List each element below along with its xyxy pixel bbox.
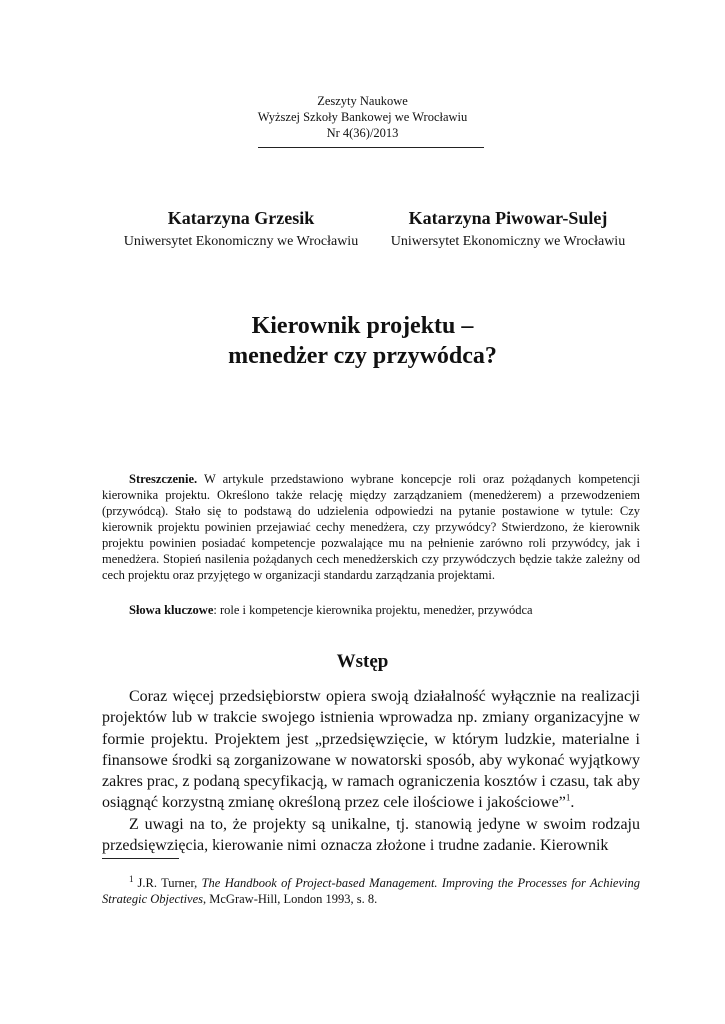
keywords-text: : role i kompetencje kierownika projektu, menedżer, przywódca [213, 603, 533, 617]
paragraph-1 [102, 686, 640, 814]
footnote-divider [102, 858, 179, 859]
author-1-affiliation: Uniwersytet Ekonomiczny we Wrocławiu [123, 234, 359, 249]
author-2 [375, 207, 641, 252]
paragraph-1-text: Coraz więcej przedsiębiorstw opiera swoją działalność wyłącznie na realizacji projektów lub w trakcie swojego istnienia wprowadza np. zmiany organizacyjne w formie projektu. Projektem jest „przedsięwzięcie, w którym ludzkie, materialne i finansowe środki są zorganizowane w nowatorski sposób, aby wykonać wyjątkowy zakres prac, z podaną specyfikacją, w ramach ograniczenia kosztów i czasu, tak aby osiągnąć korzystną zmianę określoną przez cele ilościowe i jakościowe” [102, 688, 640, 812]
abstract-label: Streszczenie. [129, 472, 198, 486]
footnote [102, 875, 640, 907]
footnote-publication: , McGraw-Hill, London 1993, s. 8. [203, 892, 378, 906]
title-line-1: Kierownik projektu – [251, 313, 474, 339]
journal-header [0, 93, 725, 141]
abstract [102, 471, 640, 583]
footnote-reference[interactable]: 1 [565, 793, 571, 804]
title-line-2: menedżer czy przywódca? [228, 343, 497, 369]
footnote-mark: 1 [129, 873, 134, 884]
article-title [0, 311, 725, 371]
paragraph-1-end: . [570, 794, 575, 812]
keywords [129, 602, 641, 618]
keywords-label: Słowa kluczowe [129, 603, 214, 617]
author-1 [103, 207, 379, 252]
body-text [102, 686, 640, 856]
abstract-text: W artykule przedstawiono wybrane koncepcje roli oraz pożądanych kompetencji kierownika projektu. Określono także relację między zarządzaniem (menedżerem) a przewodzeniem (przywódcą). Stało się to podstawą do udzielenia odpowiedzi na pytanie postawione w tytule: Czy kierownik projektu powinien przejawiać cechy menedżera, czy przywódcy? Stwierdzono, że kierownik projektu powinien posiadać kompetencje pozwalające mu na pełnienie zarówno roli przywódcy, jak i menedżera. Stopień nasilenia pożądanych cech menedżerskich czy przywódczych będzie także zależny od cech projektu oraz przyjętego w organizacji standardu zarządzania projektami. [102, 472, 640, 582]
author-2-name: Katarzyna Piwowar-Sulej [408, 208, 608, 228]
header-divider [258, 147, 484, 148]
journal-issue: Nr 4(36)/2013 [326, 126, 399, 140]
journal-publisher: Wyższej Szkoły Bankowej we Wrocławiu [257, 110, 468, 124]
footnote-book-title: The Handbook of Project-based Management. Improving the Processes for Achieving Strategic Objectives [102, 876, 640, 906]
author-1-name: Katarzyna Grzesik [167, 208, 315, 228]
journal-name: Zeszyty Naukowe [317, 94, 408, 108]
paragraph-2: Z uwagi na to, że projekty są unikalne, tj. stanowią jedyne w swoim rodzaju przedsięwzięcia, kierowanie nimi oznacza złożone i trudne zadanie. Kierownik [102, 815, 640, 855]
footnote-author: J.R. Turner, [137, 876, 202, 890]
author-2-affiliation: Uniwersytet Ekonomiczny we Wrocławiu [390, 234, 626, 249]
section-heading: Wstęp [336, 651, 389, 672]
